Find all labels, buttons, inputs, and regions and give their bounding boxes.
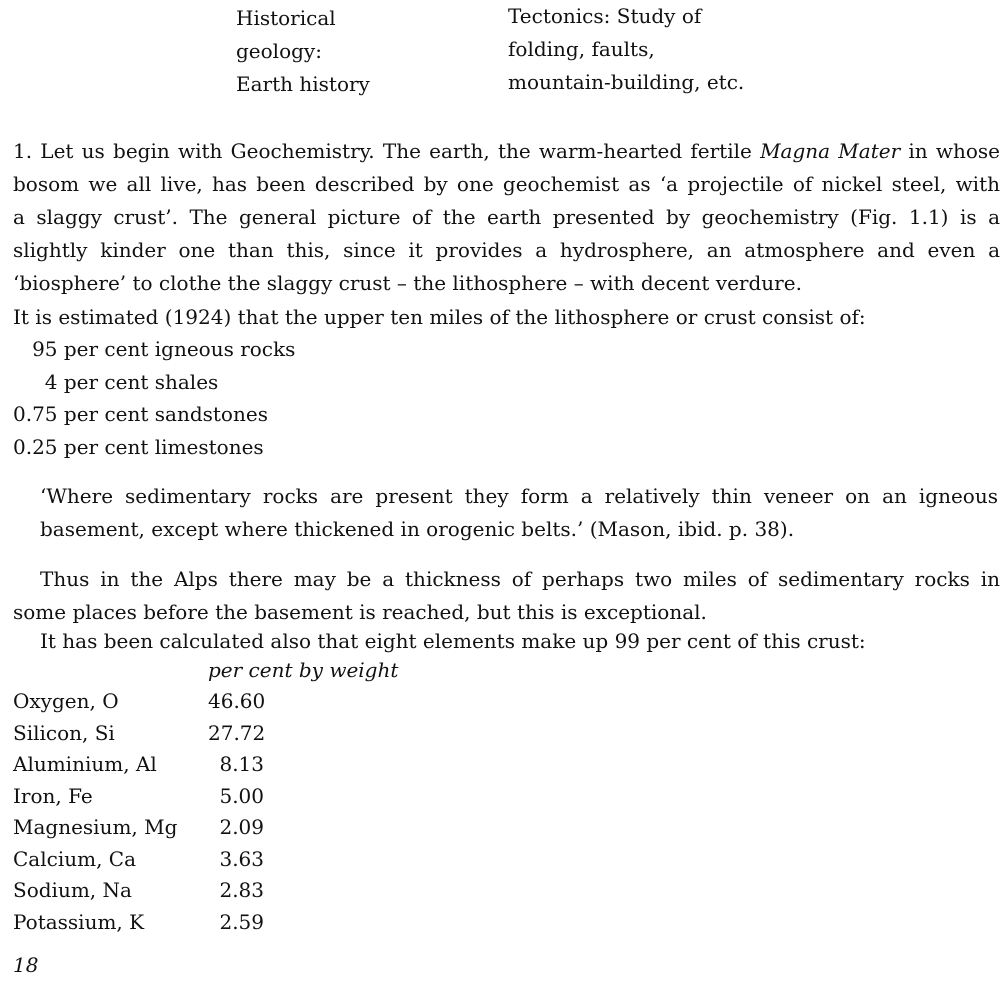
- table-row: [13, 686, 413, 718]
- top-table-right-line: folding, faults,: [508, 37, 655, 61]
- block-quote-mason: [40, 481, 998, 547]
- quote-line: basement, except where thickened in orogenic belts.’ (Mason, ibid. p. 38).: [40, 517, 795, 541]
- text-run: in whose: [900, 139, 1000, 163]
- element-value: 46.60: [208, 689, 266, 713]
- top-table-left-line: geology:: [236, 39, 322, 63]
- top-table-left-line: Earth history: [236, 72, 370, 96]
- element-value: 8.13: [219, 752, 264, 776]
- table-row: [13, 844, 413, 876]
- top-table-left-column: [236, 4, 486, 103]
- element-value: 27.72: [208, 720, 266, 745]
- elements-table-header: per cent by weight: [208, 658, 399, 682]
- paragraph-line: bosom we all live, has been described by one geochemist as ‘a projectile of nickel steel, with: [13, 172, 1000, 196]
- element-name: Silicon, Si: [13, 720, 115, 745]
- top-table-left-line: Historical: [236, 6, 336, 30]
- paragraph-line: Thus in the Alps there may be a thickness of perhaps two miles of sedimentary rocks in: [40, 567, 1000, 591]
- paragraph-alps: [13, 564, 1000, 630]
- crust-composition-list: [13, 334, 295, 464]
- element-name: Oxygen, O: [13, 689, 119, 713]
- top-table-right-line: Tectonics: Study of: [508, 4, 702, 28]
- paragraph-crust-estimate: [13, 302, 1000, 335]
- top-table-right-column: [508, 2, 808, 101]
- element-value: 2.59: [219, 909, 264, 934]
- element-name: Calcium, Ca: [13, 846, 137, 871]
- element-name: Sodium, Na: [13, 878, 132, 902]
- element-name: Potassium, K: [13, 909, 145, 934]
- element-value: 5.00: [219, 783, 264, 808]
- emphasis-magna-mater: Magna Mater: [760, 139, 901, 163]
- table-row: [13, 718, 413, 750]
- element-name: Iron, Fe: [13, 783, 93, 808]
- list-item: 0.75 per cent sandstones: [13, 402, 268, 426]
- table-row: [13, 781, 413, 813]
- list-item: 0.25 per cent limestones: [13, 434, 264, 459]
- list-item: 95 per cent igneous rocks: [13, 337, 296, 361]
- text-run: 1. Let us begin with Geochemistry. The earth, the warm-hearted fertile: [13, 139, 761, 163]
- table-row: [13, 812, 413, 844]
- page-number: 18: [13, 953, 39, 977]
- element-value: 2.83: [219, 878, 264, 902]
- elements-table: [13, 686, 413, 938]
- paragraph-line: a slaggy crust’. The general picture of the earth presented by geochemistry (Fig. 1.1) is a: [13, 205, 1000, 229]
- list-item: 4 per cent shales: [13, 369, 219, 394]
- paragraph-line: It is estimated (1924) that the upper ten miles of the lithosphere or crust consist of:: [13, 305, 866, 329]
- paragraph-eight-elements: It has been calculated also that eight elements make up 99 per cent of this crust:: [40, 629, 866, 653]
- quote-line: ‘Where sedimentary rocks are present they form a relatively thin veneer on an igneous: [40, 484, 998, 508]
- paragraph-geochemistry: [13, 136, 1000, 301]
- element-value: 3.63: [219, 846, 264, 871]
- paragraph-line: some places before the basement is reached, but this is exceptional.: [13, 600, 707, 624]
- paragraph-line: ‘biosphere’ to clothe the slaggy crust – the lithosphere – with decent verdure.: [13, 271, 802, 295]
- paragraph-line: slightly kinder one than this, since it provides a hydrosphere, an atmosphere and even a: [13, 238, 1000, 262]
- element-name: Magnesium, Mg: [13, 815, 178, 839]
- table-row: [13, 749, 413, 781]
- table-row: [13, 907, 413, 939]
- paragraph-line: [13, 136, 1000, 169]
- element-value: 2.09: [219, 815, 264, 839]
- top-table-right-line: mountain-building, etc.: [508, 70, 745, 94]
- element-name: Aluminium, Al: [13, 752, 157, 776]
- table-row: [13, 875, 413, 907]
